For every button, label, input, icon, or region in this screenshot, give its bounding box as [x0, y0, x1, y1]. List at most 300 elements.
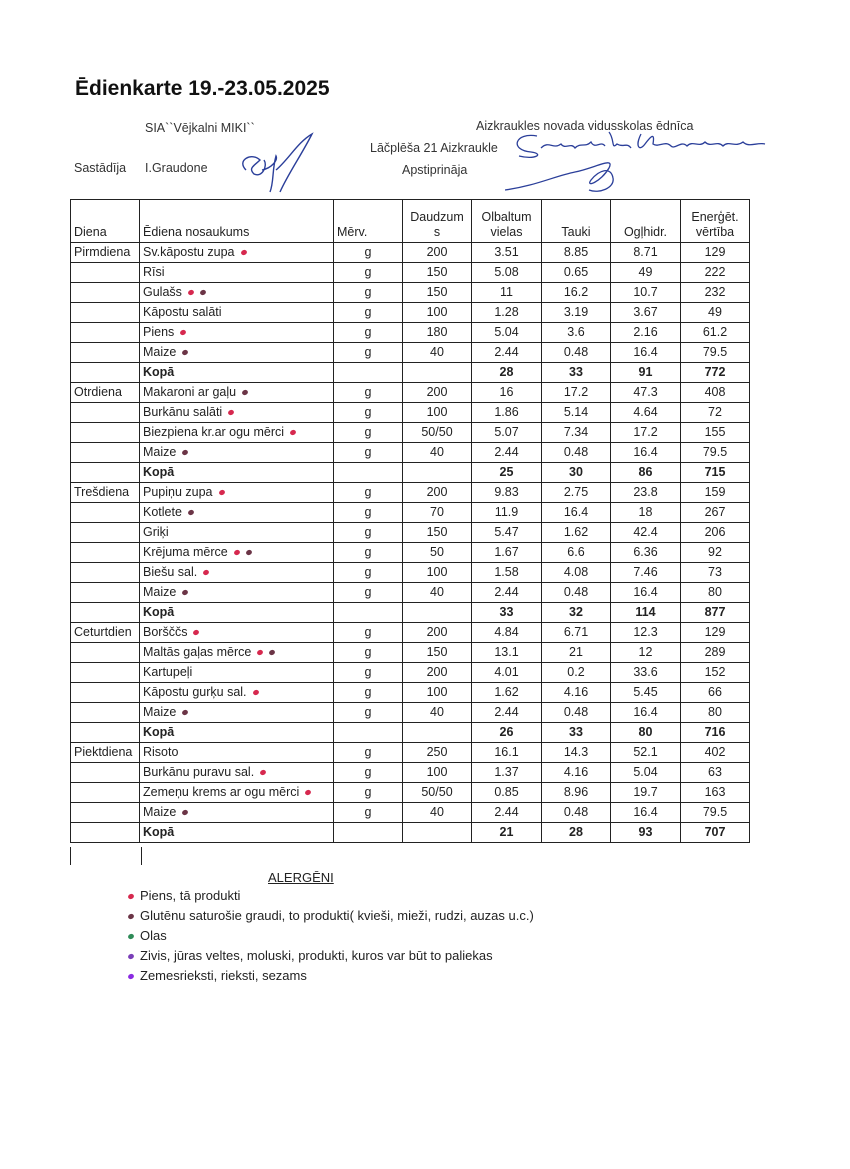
milk-allergen-icon — [289, 429, 297, 436]
carbs-value: 23.8 — [633, 485, 658, 499]
protein-value: 1.28 — [494, 305, 519, 319]
energy-value: 152 — [704, 665, 726, 679]
cell-fat — [542, 803, 611, 823]
cell-carbs — [611, 803, 681, 823]
cell-qty — [403, 663, 472, 683]
dish-value: Maize — [143, 805, 177, 819]
gluten-allergen-icon — [182, 589, 190, 596]
cell-protein — [472, 363, 542, 383]
cell-day — [71, 283, 140, 303]
cell-qty — [403, 383, 472, 403]
cell-protein — [472, 603, 542, 623]
cell-energy — [681, 263, 750, 283]
table-row — [71, 403, 750, 423]
carbs-value: 18 — [638, 505, 653, 519]
cell-dish — [140, 743, 334, 763]
milk-allergen-icon — [180, 329, 188, 336]
cell-qty — [403, 583, 472, 603]
carbs-value: 93 — [638, 825, 653, 839]
cell-day — [71, 423, 140, 443]
protein-value: 26 — [499, 725, 514, 739]
cell-unit — [334, 463, 403, 483]
cell-day — [71, 663, 140, 683]
cell-unit — [334, 803, 403, 823]
cell-carbs — [611, 363, 681, 383]
cell-dish — [140, 263, 334, 283]
energy-value: 402 — [704, 745, 726, 759]
dish-value: Boršččs — [143, 625, 188, 639]
cell-dish — [140, 283, 334, 303]
cell-energy — [681, 583, 750, 603]
energy-value: 129 — [704, 625, 726, 639]
fat-value: 0.2 — [567, 665, 585, 679]
cell-fat — [542, 423, 611, 443]
gluten-allergen-icon — [241, 389, 249, 396]
cell-unit — [334, 383, 403, 403]
protein-value: 28 — [499, 365, 514, 379]
day-value: Otrdiena — [74, 385, 122, 399]
legend-item-eggs — [128, 928, 167, 943]
cell-energy — [681, 443, 750, 463]
menu-table — [70, 199, 750, 843]
energy-value: 80 — [708, 705, 722, 719]
cell-dish — [140, 663, 334, 683]
cell-dish — [140, 583, 334, 603]
table-row — [71, 303, 750, 323]
cell-protein — [472, 583, 542, 603]
dish-value: Kartupeļi — [143, 665, 193, 679]
carbs-value: 6.36 — [633, 545, 658, 559]
cell-energy — [681, 803, 750, 823]
energy-value: 79.5 — [702, 345, 728, 359]
cell-protein — [472, 243, 542, 263]
signature-compiler — [232, 130, 322, 200]
compiled-label: Sastādīja — [74, 161, 127, 175]
cell-day — [71, 823, 140, 843]
legend-item-gluten — [128, 908, 534, 923]
cell-qty — [403, 483, 472, 503]
protein-value: 16 — [499, 385, 514, 399]
cell-carbs — [611, 243, 681, 263]
carbs-value: 17.2 — [633, 425, 658, 439]
carbs-value: 86 — [638, 465, 653, 479]
qty-value: 200 — [426, 245, 448, 259]
qty-value: 100 — [426, 565, 448, 579]
fat-value: 3.6 — [567, 325, 585, 339]
cell-unit — [334, 443, 403, 463]
gluten-allergen-icon — [187, 509, 195, 516]
protein-value: 1.67 — [494, 545, 519, 559]
dish-value: Burkānu puravu sal. — [143, 765, 255, 779]
table-bottom-stub — [70, 847, 142, 865]
milk-allergen-icon — [193, 629, 201, 636]
energy-value: 267 — [704, 505, 726, 519]
cell-unit — [334, 623, 403, 643]
qty-value: 150 — [426, 525, 448, 539]
fat-value: 32 — [569, 605, 583, 619]
cell-qty — [403, 363, 472, 383]
unit-value: g — [364, 705, 372, 719]
carbs-value: 16.4 — [633, 585, 658, 599]
cell-energy — [681, 563, 750, 583]
unit-value: g — [364, 265, 372, 279]
dish-value: Kopā — [143, 605, 175, 619]
cell-fat — [542, 763, 611, 783]
cell-day — [71, 263, 140, 283]
cell-day — [71, 563, 140, 583]
cell-qty — [403, 243, 472, 263]
cell-day — [71, 623, 140, 643]
gluten-allergen-icon — [199, 289, 207, 296]
carbs-value: 5.04 — [633, 765, 658, 779]
fat-value: 3.19 — [563, 305, 589, 319]
cell-carbs — [611, 623, 681, 643]
legend-label: Piens, tā produkti — [140, 888, 241, 903]
cell-carbs — [611, 263, 681, 283]
cell-day — [71, 803, 140, 823]
cell-carbs — [611, 563, 681, 583]
cell-energy — [681, 243, 750, 263]
protein-value: 3.51 — [494, 245, 519, 259]
cell-dish — [140, 543, 334, 563]
energy-value: 79.5 — [702, 445, 728, 459]
cell-fat — [542, 543, 611, 563]
eggs-allergen-icon — [127, 933, 135, 940]
qty-value: 180 — [426, 325, 448, 339]
cell-carbs — [611, 703, 681, 723]
carbs-value: 42.4 — [633, 525, 658, 539]
cell-carbs — [611, 283, 681, 303]
company-name: SIA``Vējkalni MIKI`` — [145, 121, 255, 135]
cell-qty — [403, 623, 472, 643]
cell-carbs — [611, 663, 681, 683]
cell-unit — [334, 263, 403, 283]
cell-protein — [472, 703, 542, 723]
energy-value: 155 — [704, 425, 726, 439]
cell-carbs — [611, 483, 681, 503]
protein-value: 2.44 — [494, 705, 519, 719]
protein-value: 1.86 — [494, 405, 519, 419]
unit-value: g — [364, 245, 372, 259]
cell-unit — [334, 363, 403, 383]
menu-table-body — [71, 243, 750, 843]
protein-value: 0.85 — [494, 785, 519, 799]
cell-carbs — [611, 603, 681, 623]
carbs-value: 12 — [638, 645, 653, 659]
protein-value: 4.01 — [494, 665, 519, 679]
energy-value: 877 — [704, 605, 726, 619]
cell-dish — [140, 703, 334, 723]
cell-fat — [542, 703, 611, 723]
cell-carbs — [611, 303, 681, 323]
cell-protein — [472, 483, 542, 503]
cell-protein — [472, 763, 542, 783]
cell-protein — [472, 503, 542, 523]
col-header-protein: Olbaltum vielas — [472, 200, 542, 243]
dish-value: Rīsi — [143, 265, 165, 279]
cell-carbs — [611, 443, 681, 463]
cell-energy — [681, 683, 750, 703]
table-row — [71, 643, 750, 663]
energy-value: 206 — [704, 525, 726, 539]
cell-fat — [542, 283, 611, 303]
gluten-allergen-icon — [269, 649, 277, 656]
cell-energy — [681, 363, 750, 383]
cell-energy — [681, 723, 750, 743]
cell-dish — [140, 243, 334, 263]
fat-value: 6.6 — [567, 545, 585, 559]
qty-value: 100 — [426, 765, 448, 779]
protein-value: 2.44 — [494, 445, 519, 459]
fat-value: 16.2 — [563, 285, 589, 299]
energy-value: 63 — [708, 765, 722, 779]
cell-qty — [403, 283, 472, 303]
protein-value: 5.04 — [494, 325, 519, 339]
fat-value: 33 — [569, 725, 583, 739]
energy-value: 79.5 — [702, 805, 728, 819]
cell-qty — [403, 503, 472, 523]
cell-dish — [140, 483, 334, 503]
cell-fat — [542, 783, 611, 803]
cell-energy — [681, 323, 750, 343]
table-row — [71, 383, 750, 403]
cell-qty — [403, 543, 472, 563]
cell-fat — [542, 443, 611, 463]
unit-value: g — [364, 425, 372, 439]
fat-value: 16.4 — [563, 505, 589, 519]
table-row — [71, 423, 750, 443]
gluten-allergen-icon — [182, 709, 190, 716]
total-row — [71, 823, 750, 843]
dish-value: Maltās gaļas mērce — [143, 645, 252, 659]
energy-value: 92 — [708, 545, 722, 559]
cell-qty — [403, 323, 472, 343]
fat-value: 8.85 — [563, 245, 589, 259]
cell-protein — [472, 823, 542, 843]
fat-value: 4.08 — [563, 565, 589, 579]
qty-value: 40 — [430, 805, 444, 819]
dish-value: Kopā — [143, 725, 175, 739]
energy-value: 66 — [708, 685, 722, 699]
legend-label: Olas — [140, 928, 167, 943]
fat-value: 4.16 — [563, 685, 589, 699]
cell-protein — [472, 683, 542, 703]
cell-fat — [542, 603, 611, 623]
cell-dish — [140, 423, 334, 443]
school-name: Aizkraukles novada vidusskolas ēdnīca — [476, 119, 694, 133]
cell-carbs — [611, 383, 681, 403]
dish-value: Risoto — [143, 745, 179, 759]
cell-unit — [334, 343, 403, 363]
dish-value: Kopā — [143, 825, 175, 839]
energy-value: 707 — [704, 825, 726, 839]
cell-energy — [681, 383, 750, 403]
cell-unit — [334, 743, 403, 763]
protein-value: 2.44 — [494, 345, 519, 359]
cell-unit — [334, 323, 403, 343]
cell-dish — [140, 523, 334, 543]
cell-dish — [140, 383, 334, 403]
table-row — [71, 703, 750, 723]
fish-allergen-icon — [127, 953, 135, 960]
cell-protein — [472, 643, 542, 663]
cell-unit — [334, 543, 403, 563]
cell-fat — [542, 503, 611, 523]
cell-qty — [403, 263, 472, 283]
cell-energy — [681, 663, 750, 683]
cell-protein — [472, 803, 542, 823]
col-header-fat: Tauki — [542, 200, 611, 243]
cell-energy — [681, 463, 750, 483]
unit-value: g — [364, 685, 372, 699]
day-value: Piektdiena — [74, 745, 133, 759]
table-row — [71, 503, 750, 523]
fat-value: 8.96 — [563, 785, 589, 799]
cell-unit — [334, 603, 403, 623]
table-header-row — [71, 200, 750, 243]
carbs-value: 47.3 — [633, 385, 658, 399]
fat-value: 2.75 — [563, 485, 589, 499]
table-row — [71, 743, 750, 763]
cell-day — [71, 643, 140, 663]
cell-fat — [542, 563, 611, 583]
cell-carbs — [611, 823, 681, 843]
qty-value: 40 — [430, 705, 444, 719]
cell-fat — [542, 643, 611, 663]
table-row — [71, 523, 750, 543]
cell-day — [71, 503, 140, 523]
milk-allergen-icon — [127, 893, 135, 900]
cell-protein — [472, 323, 542, 343]
protein-value: 21 — [499, 825, 514, 839]
protein-value: 33 — [499, 605, 514, 619]
cell-qty — [403, 803, 472, 823]
legend-item-nuts — [128, 968, 307, 983]
fat-value: 17.2 — [563, 385, 589, 399]
cell-unit — [334, 643, 403, 663]
cell-carbs — [611, 723, 681, 743]
cell-dish — [140, 323, 334, 343]
fat-value: 5.14 — [563, 405, 589, 419]
cell-dish — [140, 563, 334, 583]
protein-value: 11.9 — [494, 505, 519, 519]
cell-protein — [472, 563, 542, 583]
milk-allergen-icon — [240, 249, 248, 256]
cell-fat — [542, 583, 611, 603]
table-row — [71, 563, 750, 583]
dish-value: Maize — [143, 585, 177, 599]
gluten-allergen-icon — [127, 913, 135, 920]
protein-value: 4.84 — [494, 625, 519, 639]
col-header-unit: Mērv. — [334, 200, 403, 243]
cell-dish — [140, 403, 334, 423]
protein-value: 5.08 — [494, 265, 519, 279]
cell-energy — [681, 643, 750, 663]
cell-protein — [472, 783, 542, 803]
carbs-value: 4.64 — [633, 405, 658, 419]
cell-unit — [334, 563, 403, 583]
cell-carbs — [611, 763, 681, 783]
milk-allergen-icon — [227, 409, 235, 416]
milk-allergen-icon — [187, 289, 195, 296]
qty-value: 50/50 — [421, 425, 453, 439]
compiled-by: I.Graudone — [145, 161, 208, 175]
unit-value: g — [364, 645, 372, 659]
cell-qty — [403, 603, 472, 623]
cell-dish — [140, 623, 334, 643]
cell-dish — [140, 783, 334, 803]
table-row — [71, 283, 750, 303]
carbs-value: 2.16 — [633, 325, 658, 339]
fat-value: 0.48 — [563, 445, 589, 459]
carbs-value: 114 — [635, 605, 656, 619]
cell-protein — [472, 283, 542, 303]
cell-carbs — [611, 543, 681, 563]
cell-unit — [334, 423, 403, 443]
fat-value: 21 — [569, 645, 583, 659]
dish-value: Piens — [143, 325, 175, 339]
fat-value: 0.48 — [563, 585, 589, 599]
gluten-allergen-icon — [182, 349, 190, 356]
carbs-value: 52.1 — [633, 745, 658, 759]
milk-allergen-icon — [305, 789, 313, 796]
total-row — [71, 723, 750, 743]
cell-energy — [681, 303, 750, 323]
qty-value: 50/50 — [421, 785, 453, 799]
energy-value: 80 — [708, 585, 722, 599]
qty-value: 250 — [426, 745, 448, 759]
qty-value: 200 — [426, 385, 448, 399]
cell-dish — [140, 303, 334, 323]
unit-value: g — [364, 785, 372, 799]
cell-day — [71, 683, 140, 703]
table-row — [71, 763, 750, 783]
dish-value: Maize — [143, 705, 177, 719]
dish-value: Kāpostu gurķu sal. — [143, 685, 247, 699]
fat-value: 1.62 — [563, 525, 589, 539]
unit-value: g — [364, 745, 372, 759]
cell-day — [71, 723, 140, 743]
day-value: Pirmdiena — [74, 245, 131, 259]
cell-protein — [472, 343, 542, 363]
cell-energy — [681, 783, 750, 803]
protein-value: 5.07 — [494, 425, 519, 439]
energy-value: 73 — [708, 565, 722, 579]
cell-fat — [542, 363, 611, 383]
cell-energy — [681, 483, 750, 503]
unit-value: g — [364, 765, 372, 779]
cell-day — [71, 703, 140, 723]
cell-unit — [334, 403, 403, 423]
cell-dish — [140, 683, 334, 703]
table-row — [71, 323, 750, 343]
unit-value: g — [364, 305, 372, 319]
cell-protein — [472, 743, 542, 763]
dish-value: Kopā — [143, 365, 175, 379]
cell-qty — [403, 643, 472, 663]
signature-approver — [505, 126, 775, 201]
unit-value: g — [364, 385, 372, 399]
milk-allergen-icon — [259, 769, 267, 776]
carbs-value: 16.4 — [633, 805, 658, 819]
qty-value: 40 — [430, 445, 444, 459]
cell-day — [71, 743, 140, 763]
table-row — [71, 483, 750, 503]
cell-fat — [542, 383, 611, 403]
cell-carbs — [611, 503, 681, 523]
carbs-value: 16.4 — [633, 345, 658, 359]
carbs-value: 7.46 — [633, 565, 658, 579]
